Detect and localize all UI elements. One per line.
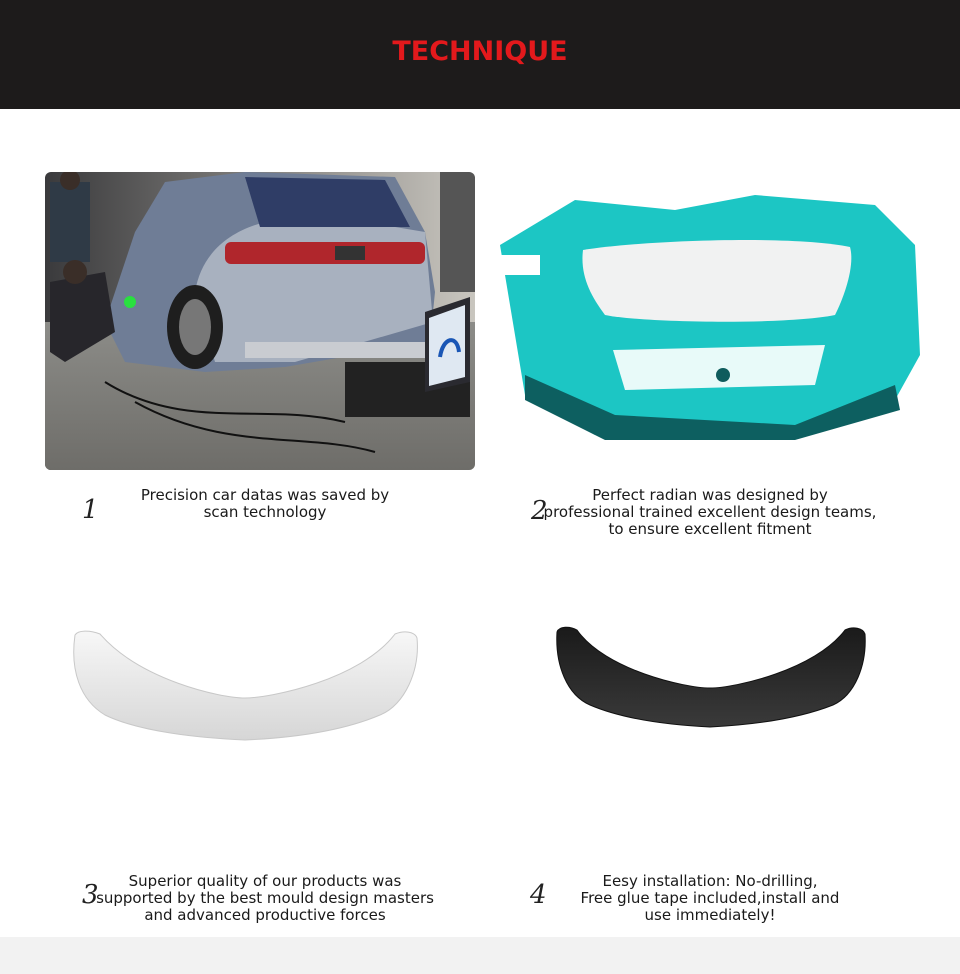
carbon-spoiler-image <box>545 610 875 750</box>
step-caption-2 <box>540 487 880 538</box>
step-caption-3 <box>95 873 435 924</box>
caption-line: Precision car datas was saved by <box>140 486 390 504</box>
caption-line: to ensure excellent fitment <box>608 520 812 538</box>
step-number-4: 4 <box>530 880 547 910</box>
caption-line: Eesy installation: No-drilling, <box>602 872 818 890</box>
white-spoiler-image <box>60 610 430 770</box>
step-number-1: 1 <box>82 495 99 525</box>
caption-line: Perfect radian was designed by <box>592 486 828 504</box>
caption-line: and advanced productive forces <box>144 906 386 924</box>
scanning-workshop-photo <box>45 172 475 470</box>
caption-line: Superior quality of our products was <box>128 872 402 890</box>
caption-line: Free glue tape included,install and <box>580 889 840 907</box>
caption-line: professional trained excellent design teams, <box>543 503 877 521</box>
3d-scan-model-image <box>495 185 920 455</box>
step-number-3: 3 <box>82 880 99 910</box>
step-caption-4 <box>560 873 860 924</box>
step-caption-1 <box>115 487 415 521</box>
caption-line: scan technology <box>203 503 327 521</box>
caption-line: use immediately! <box>644 906 776 924</box>
caption-line: supported by the best mould design masters <box>96 889 434 907</box>
step-number-2: 2 <box>531 496 548 526</box>
header-bar <box>0 0 960 109</box>
page-title: TECHNIQUE <box>392 36 568 67</box>
footer-band <box>0 937 960 974</box>
